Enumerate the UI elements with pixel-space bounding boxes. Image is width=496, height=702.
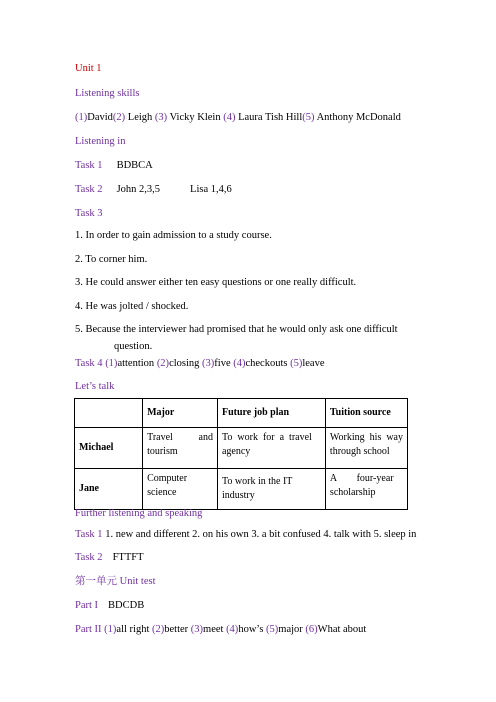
michael-major [143, 428, 218, 469]
michael-tuition-b: through school [329, 446, 390, 457]
michael-job-b: agency [221, 446, 251, 457]
task1-line [75, 159, 153, 172]
t4-n5: (5) [290, 358, 303, 369]
name-4: Laura Tish Hill [235, 112, 303, 123]
further-task1-line [75, 528, 416, 541]
task3-item-3: 3. He could answer either ten easy questions or one really difficult. [75, 277, 357, 288]
part2-line [75, 623, 366, 636]
p2-a5: major [278, 624, 306, 635]
michael-major-b: and [198, 432, 213, 443]
p2-n6: (6) [305, 624, 318, 635]
num-5: (5) [302, 112, 315, 123]
header-major: Major [143, 399, 218, 428]
listening-skills-names [75, 111, 401, 124]
name-3: Vicky Klein [167, 112, 224, 123]
header-tuition: Tuition source [325, 399, 407, 428]
table-row [75, 428, 408, 469]
p2-a4: how’s [238, 624, 267, 635]
part1-line [75, 599, 144, 612]
jane-major-a: Computer [147, 473, 188, 484]
unit-test-heading: 第一单元 Unit test [75, 576, 156, 587]
further-task2-label: Task 2 [75, 552, 103, 563]
t4-a2: closing [169, 358, 203, 369]
row-name-michael: Michael [75, 428, 143, 469]
t4-a1: attention [117, 358, 157, 369]
p2-a3: meet [203, 624, 227, 635]
michael-job-a: To work for a travel [221, 432, 312, 443]
jane-tuition-a: A four-year [329, 473, 394, 484]
task3-label: Task 3 [75, 208, 103, 219]
michael-job [217, 428, 325, 469]
part2-label: Part II [75, 624, 105, 635]
num-3: (3) [154, 112, 168, 123]
listening-skills-heading: Listening skills [75, 88, 140, 99]
jane-major-b: science [147, 487, 177, 498]
task3-item-4: 4. He was jolted / shocked. [75, 301, 189, 312]
task4-label: Task 4 [75, 358, 106, 369]
p2-n2: (2) [152, 624, 165, 635]
task4-line [75, 357, 325, 370]
num-1: (1) [75, 112, 88, 123]
jane-major [143, 469, 218, 510]
num-2: (2) [112, 112, 126, 123]
task1-answer: BDBCA [116, 160, 153, 171]
michael-major-a: Travel [147, 432, 173, 443]
task3-item-2: 2. To corner him. [75, 254, 148, 265]
header-job-plan: Future job plan [217, 399, 325, 428]
task1-label: Task 1 [75, 160, 103, 171]
t4-n3: (3) [202, 358, 215, 369]
task2-john: John 2,3,5 [116, 184, 161, 195]
name-5: Anthony McDonald [314, 112, 401, 123]
table-header-row [75, 399, 408, 428]
t4-n2: (2) [156, 358, 170, 369]
part1-label: Part I [75, 600, 99, 611]
michael-major-c: tourism [147, 446, 178, 457]
t4-a5: leave [302, 358, 325, 369]
t4-a3: five [214, 358, 234, 369]
lets-talk-table [74, 398, 408, 510]
task2-line [75, 183, 232, 196]
jane-job: To work in the IT industry [217, 469, 325, 510]
name-2: Leigh [125, 112, 155, 123]
p2-n5: (5) [266, 624, 279, 635]
further-task2-answer: FTTFT [112, 552, 144, 563]
jane-tuition-b: scholarship [329, 487, 376, 498]
p2-a2: better [164, 624, 191, 635]
listening-in-heading: Listening in [75, 136, 126, 147]
table-row [75, 469, 408, 510]
task2-label: Task 2 [75, 184, 103, 195]
t4-n1: (1) [105, 358, 118, 369]
task3-item-5-cont: question. [114, 341, 153, 352]
unit-title: Unit 1 [75, 63, 102, 74]
p2-n1: (1) [104, 624, 117, 635]
lets-talk-heading: Let’s talk [75, 381, 115, 392]
michael-tuition-a: Working his way [329, 432, 403, 443]
name-1: David [87, 112, 113, 123]
header-empty [75, 399, 143, 428]
p2-n3: (3) [190, 624, 204, 635]
t4-a4: checkouts [245, 358, 291, 369]
p2-n4: (4) [226, 624, 239, 635]
task3-item-5: 5. Because the interviewer had promised that he would only ask one difficult [75, 324, 398, 335]
t4-n4: (4) [233, 358, 246, 369]
michael-tuition [325, 428, 407, 469]
row-name-jane: Jane [75, 469, 143, 510]
jane-tuition [325, 469, 407, 510]
further-task1-text: 1. new and different 2. on his own 3. a bit confused 4. talk with 5. sleep in [105, 529, 417, 540]
part1-answer: BDCDB [108, 600, 145, 611]
further-task1-label: Task 1 [75, 529, 106, 540]
task2-lisa: Lisa 1,4,6 [190, 184, 232, 195]
further-task2-line [75, 551, 143, 564]
num-4: (4) [223, 112, 236, 123]
further-heading: Further listening and speaking [75, 508, 203, 519]
p2-a1: all right [116, 624, 152, 635]
task3-item-1: 1. In order to gain admission to a study course. [75, 230, 272, 241]
p2-a6: What about [317, 624, 367, 635]
